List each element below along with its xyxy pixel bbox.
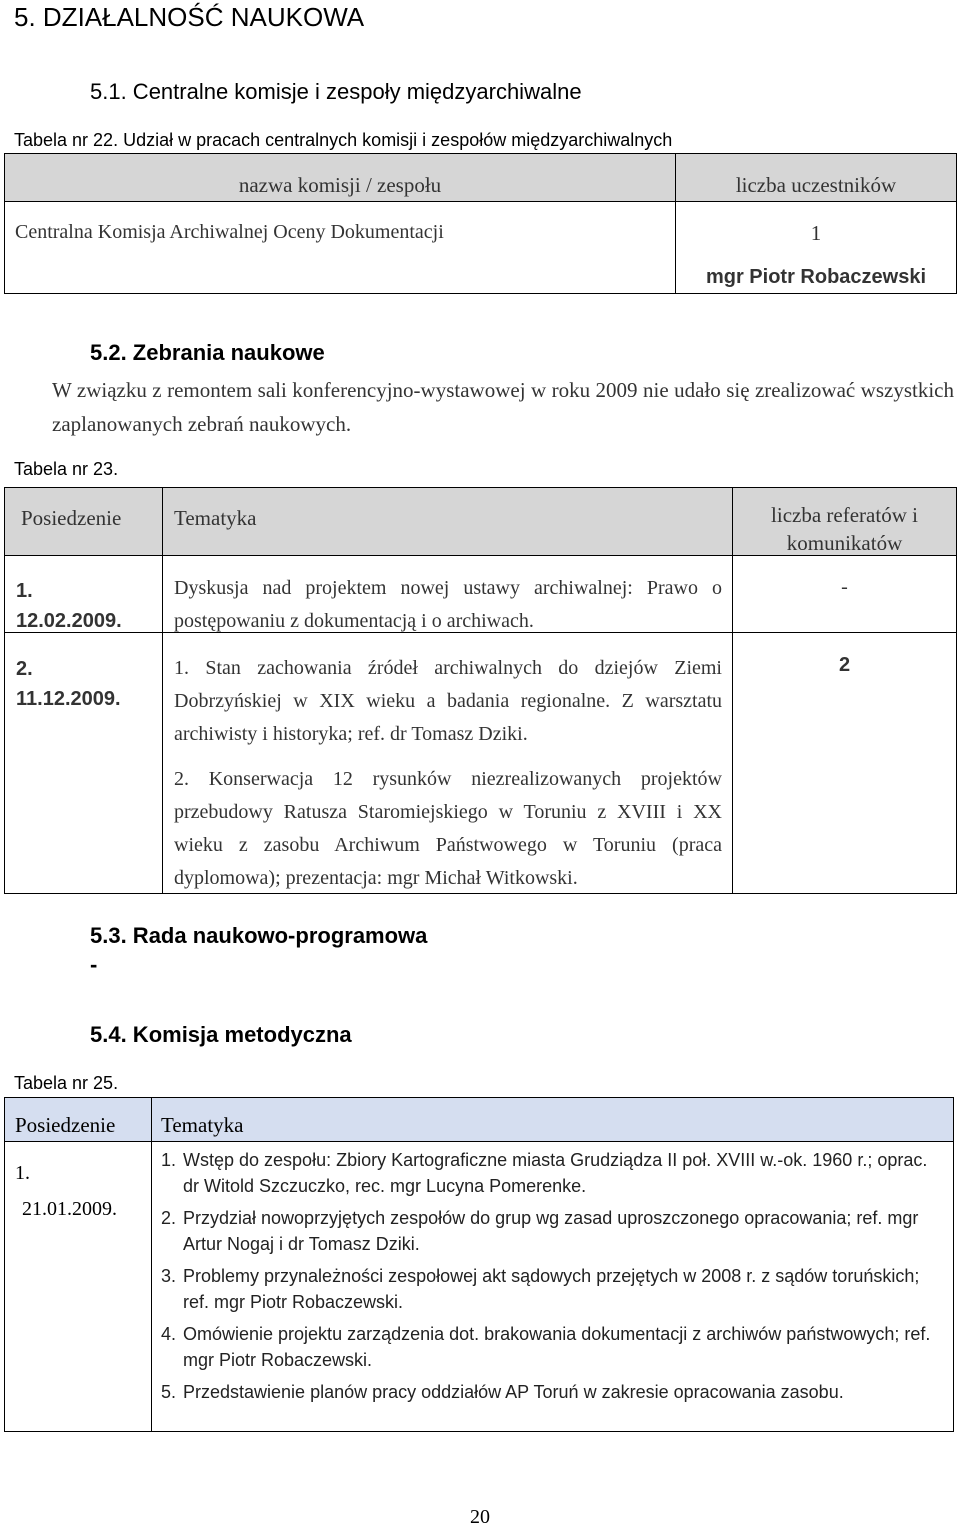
meeting-2-topic-2: 2. Konserwacja 12 rysunków niezrealizowanych projektów przebudowy Ratusza Staromiejskiego w Toruniu z XVIII i XX wieku z zasobu Archiwum Państwowego w Toruniu (praca dyplomowa); prezentacja: mgr Michał Witkowski. <box>174 768 722 889</box>
table-header <box>5 1098 953 1142</box>
table-23-caption: Tabela nr 23. <box>14 459 119 479</box>
col-header-count: liczba uczestników <box>735 173 897 197</box>
col-header-topic: Tematyka <box>161 1113 244 1137</box>
list-item <box>161 1147 941 1199</box>
list-item <box>161 1379 941 1405</box>
section-5-2-paragraph: W związku z remontem sali konferencyjno-wystawowej w roku 2009 nie udało się zrealizować wszystkich zaplanowanych zebrań naukowych. <box>52 378 954 436</box>
item-text: Wstęp do zespołu: Zbiory Kartograficzne miasta Grudziądza II poł. XVIII w.-ok. 1960 r.; oprac. dr Witold Szczuczko, rec. mgr Lucyna Pomerenke. <box>183 1150 928 1196</box>
col-header-papers: liczba referatów i komunikatów <box>771 503 918 555</box>
section-5-4-title: 5.4. Komisja metodyczna <box>90 1022 352 1047</box>
meeting-2-topic-1: 1. Stan zachowania źródeł archiwalnych do dziejów Ziemi Dobrzyńskiej w XIX wieku a badania regionalne. Z warsztatu archiwisty i historyka; ref. dr Tomasz Dziki. <box>174 657 722 745</box>
col-header-name: nazwa komisji / zespołu <box>238 173 442 197</box>
table-25 <box>4 1097 954 1432</box>
item-number: 4. <box>161 1324 177 1344</box>
section-5-1-title: 5.1. Centralne komisje i zespoły międzyarchiwalne <box>90 79 582 104</box>
column-divider <box>151 1098 152 1431</box>
meeting-1-count: - <box>841 576 848 598</box>
topic-list <box>161 1147 941 1411</box>
chapter-heading: 5. DZIAŁALNOŚĆ NAUKOWA <box>14 2 365 32</box>
col-header-topic: Tematyka <box>174 506 257 530</box>
cell-committee-name: Centralna Komisja Archiwalnej Oceny Dokumentacji <box>15 221 444 243</box>
list-item <box>161 1263 941 1315</box>
meeting-date: 11.12.2009. <box>16 688 121 710</box>
item-text: Problemy przynależności zespołowej akt sądowych przejętych w 2008 r. z sądów toruńskich; ref. mgr Piotr Robaczewski. <box>183 1266 920 1312</box>
item-number: 5. <box>161 1382 177 1402</box>
meeting-1-label <box>16 576 122 636</box>
section-5-2-title: 5.2. Zebrania naukowe <box>90 340 325 365</box>
table-25-caption: Tabela nr 25. <box>14 1073 119 1093</box>
table-22-caption: Tabela nr 22. Udział w pracach centralnych komisji i zespołów międzyarchiwalnych <box>14 130 673 150</box>
section-5-3-title: 5.3. Rada naukowo-programowa <box>90 923 428 948</box>
meeting-1-topic: Dyskusja nad projektem nowej ustawy archiwalnej: Prawo o postępowaniu z dokumentacją i o archiwach. <box>174 577 722 632</box>
list-item <box>161 1321 941 1373</box>
meeting-index: 1. <box>15 1162 30 1184</box>
meeting-date: 12.02.2009. <box>16 610 122 632</box>
meeting-label <box>15 1155 117 1227</box>
col-header-meeting: Posiedzenie <box>21 506 122 530</box>
meeting-date: 21.01.2009. <box>22 1198 117 1220</box>
item-number: 3. <box>161 1266 177 1286</box>
table-23 <box>4 487 957 894</box>
cell-participant-count: 1 <box>810 221 822 245</box>
col-header-meeting: Posiedzenie <box>15 1113 116 1137</box>
column-divider <box>162 488 163 893</box>
meeting-2-label <box>16 654 121 714</box>
item-text: Omówienie projektu zarządzenia dot. brakowania dokumentacji z archiwów państwowych; ref. mgr Piotr Robaczewski. <box>183 1324 931 1370</box>
item-text: Przydział nowoprzyjętych zespołów do grup wg zasad uproszczonego opracowania; ref. mgr Artur Nogaj i dr Tomasz Dziki. <box>183 1208 919 1254</box>
table-22 <box>4 153 957 294</box>
meeting-index: 1. <box>16 580 33 602</box>
item-text: Przedstawienie planów pracy oddziałów AP Toruń w zakresie opracowania zasobu. <box>183 1382 844 1402</box>
meeting-index: 2. <box>16 658 33 680</box>
item-number: 1. <box>161 1150 177 1170</box>
section-5-3-content: - <box>90 952 98 977</box>
meeting-2-count: 2 <box>838 654 851 676</box>
item-number: 2. <box>161 1208 177 1228</box>
cell-participant-name: mgr Piotr Robaczewski <box>705 266 927 288</box>
page-number: 20 <box>470 1506 490 1528</box>
list-item <box>161 1205 941 1257</box>
